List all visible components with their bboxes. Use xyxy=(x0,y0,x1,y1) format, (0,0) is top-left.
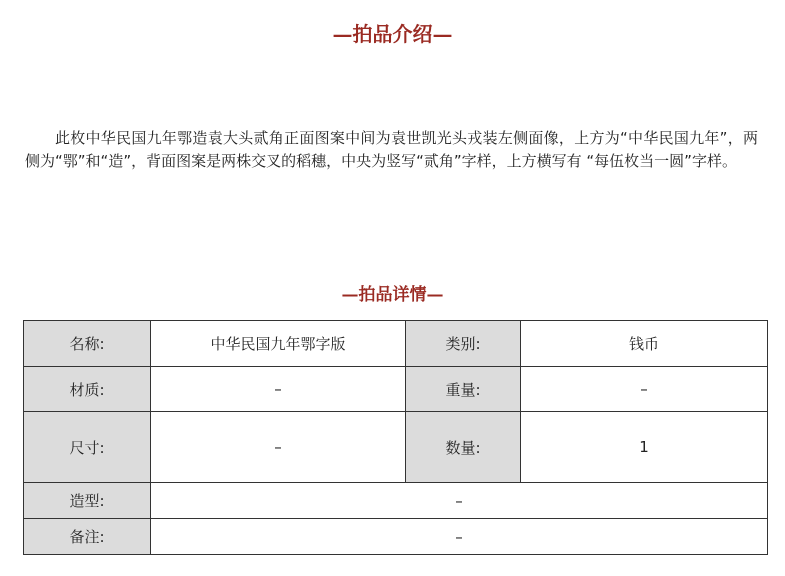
category-value: 钱币 xyxy=(521,321,768,367)
table-row xyxy=(24,483,768,519)
size-label: 尺寸: xyxy=(24,412,151,483)
intro-section-title: —拍品介绍— xyxy=(332,22,453,46)
table-row xyxy=(24,412,768,483)
size-value: – xyxy=(151,412,406,483)
material-value: – xyxy=(151,367,406,412)
weight-value: – xyxy=(521,367,768,412)
name-label: 名称: xyxy=(24,321,151,367)
table-row xyxy=(24,519,768,555)
table-row xyxy=(24,321,768,367)
shape-value: – xyxy=(151,483,768,519)
intro-paragraph: 此枚中华民国九年鄂造袁大头贰角正面图案中间为袁世凯光头戎装左侧面像，上方为“中华民国九年”，两侧为“鄂”和“造”，背面图案是两株交叉的稻穗，中央为竖写“贰角”字样，上方横写有 “每伍枚当一圆”字样。 xyxy=(25,129,758,170)
notes-value: – xyxy=(151,519,768,555)
detail-table xyxy=(23,320,768,555)
detail-section-title: —拍品详情— xyxy=(341,285,444,305)
shape-label: 造型: xyxy=(24,483,151,519)
quantity-value: 1 xyxy=(521,412,768,483)
weight-label: 重量: xyxy=(406,367,521,412)
notes-label: 备注: xyxy=(24,519,151,555)
quantity-label: 数量: xyxy=(406,412,521,483)
category-label: 类别: xyxy=(406,321,521,367)
material-label: 材质: xyxy=(24,367,151,412)
name-value: 中华民国九年鄂字版 xyxy=(151,321,406,367)
table-row xyxy=(24,367,768,412)
